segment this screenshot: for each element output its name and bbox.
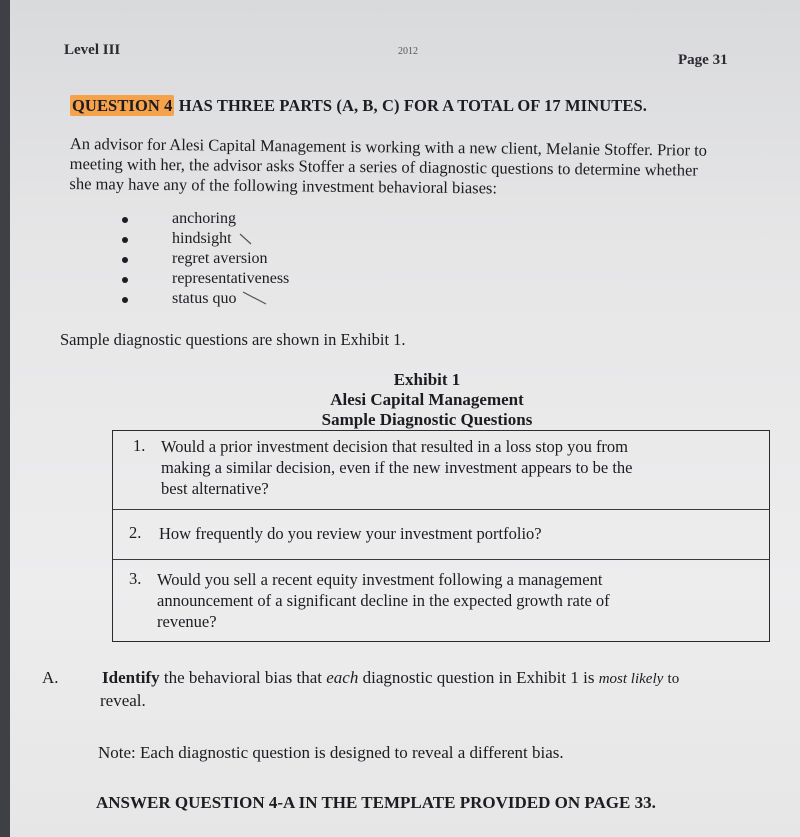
exhibit-title: Exhibit 1 xyxy=(393,370,461,389)
bullet-icon xyxy=(122,257,128,263)
question-label-highlight: QUESTION 4 xyxy=(72,96,173,115)
pen-mark-icon xyxy=(238,232,254,246)
part-a-label: A. xyxy=(42,668,59,687)
identify-word: Identify xyxy=(102,668,160,687)
year-label: 2012 xyxy=(398,46,418,57)
part-a-text: to xyxy=(667,671,680,687)
exhibit-company: Alesi Capital Management xyxy=(330,390,524,409)
answer-instruction: ANSWER QUESTION 4-A IN THE TEMPLATE PROVIDED ON PAGE 33. xyxy=(96,793,656,812)
question-number: 3. xyxy=(129,569,142,588)
exhibit-subtitle: Sample Diagnostic Questions xyxy=(321,410,533,429)
bias-text: anchoring xyxy=(172,210,236,227)
level-label: Level III xyxy=(64,42,121,58)
row-divider xyxy=(113,509,769,510)
bullet-icon xyxy=(122,277,128,283)
question-line: announcement of a significant decline in the expected growth rate of xyxy=(157,591,610,610)
each-word: each xyxy=(326,668,359,687)
bias-text: status quo xyxy=(172,290,237,307)
most-likely-word: most likely xyxy=(598,671,664,687)
pen-mark-icon xyxy=(242,290,268,306)
question-title-rest: HAS THREE PARTS (A, B, C) FOR A TOTAL OF 17 MINUTES. xyxy=(178,96,647,115)
question-line: How frequently do you review your investment portfolio? xyxy=(159,524,542,543)
question-number: 1. xyxy=(133,436,146,455)
part-a-line-2: reveal. xyxy=(100,691,146,710)
exam-page xyxy=(10,0,800,837)
bullet-icon xyxy=(122,217,128,223)
part-a-text: the behavioral bias that xyxy=(163,668,323,687)
exhibit-question-2 xyxy=(159,523,542,544)
intro-line: she may have any of the following investment behavioral biases: xyxy=(69,173,498,198)
question-heading xyxy=(70,96,647,116)
bullet-icon xyxy=(122,297,128,303)
intro-paragraph xyxy=(69,134,707,201)
part-a-note: Note: Each diagnostic question is designed to reveal a different bias. xyxy=(98,743,564,762)
exhibit-question-3 xyxy=(157,569,610,632)
bias-text: hindsight xyxy=(172,230,232,247)
question-line: making a similar decision, even if the new investment appears to be the xyxy=(161,458,633,477)
question-line: Would a prior investment decision that resulted in a loss stop you from xyxy=(161,437,629,456)
sample-line: Sample diagnostic questions are shown in Exhibit 1. xyxy=(60,330,406,349)
question-line: Would you sell a recent equity investment following a management xyxy=(157,570,603,589)
bullet-icon xyxy=(122,237,128,243)
page-number: Page 31 xyxy=(678,52,728,68)
bias-text: regret aversion xyxy=(172,250,268,267)
question-line: best alternative? xyxy=(161,479,269,498)
part-a-text: diagnostic question in Exhibit 1 is xyxy=(362,668,595,687)
exhibit-question-1 xyxy=(161,436,632,499)
row-divider xyxy=(113,559,769,560)
intro-line: meeting with her, the advisor asks Stoffer a series of diagnostic questions to determine whether xyxy=(69,153,698,180)
part-a-line-1 xyxy=(102,668,679,688)
bias-text: representativeness xyxy=(172,270,290,287)
exhibit-table xyxy=(112,430,770,642)
question-line: revenue? xyxy=(157,612,217,631)
intro-line: An advisor for Alesi Capital Management is working with a new client, Melanie Stoffer. Prior to xyxy=(69,134,708,160)
question-number: 2. xyxy=(129,523,142,542)
